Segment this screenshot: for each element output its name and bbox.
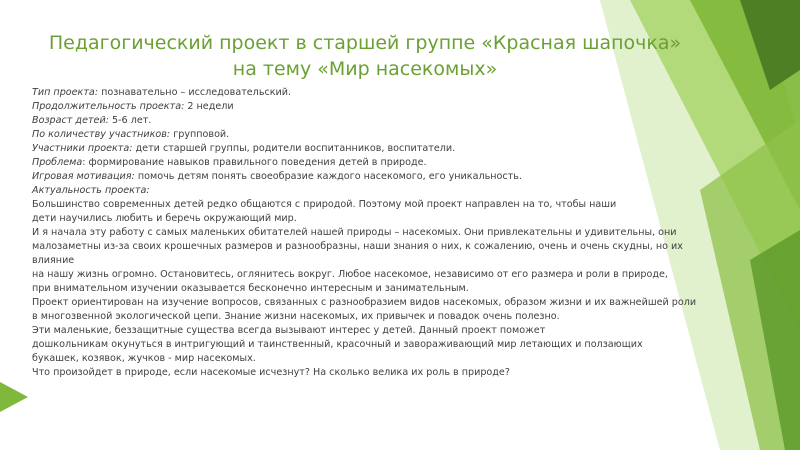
body-text-line: в многозвенной экологической цепи. Знание жизни насекомых, их привычек и повадок очень полезно. bbox=[32, 311, 560, 322]
body-text-line: дети научились любить и беречь окружающий мир. bbox=[32, 213, 297, 224]
info-value: групповой. bbox=[170, 129, 230, 140]
info-participant-count bbox=[32, 128, 752, 142]
title-line: Педагогический проект в старшей группе «Красная шапочка» bbox=[48, 32, 682, 54]
body-text-line: Эти маленькие, беззащитные существа всегда вызывают интерес у детей. Данный проект поможет bbox=[32, 325, 546, 336]
info-value: познавательно – исследовательский. bbox=[98, 87, 292, 98]
info-label: Игровая мотивация: bbox=[32, 171, 135, 182]
info-value: : формирование навыков правильного поведения детей в природе. bbox=[82, 157, 427, 168]
title-line: на тему «Мир насекомых» bbox=[232, 58, 498, 80]
body-text-line: Проект ориентирован на изучение вопросов, связанных с разнообразием видов насекомых, образом жизни и их важнейшей роли bbox=[32, 297, 697, 308]
body-text-line: Что произойдет в природе, если насекомые исчезнут? На сколько велика их роль в природе? bbox=[32, 367, 510, 378]
slide-title bbox=[20, 30, 710, 82]
body-text-line: влияние bbox=[32, 255, 75, 266]
info-label: Тип проекта: bbox=[32, 87, 99, 98]
info-duration bbox=[32, 100, 752, 114]
body-text-line: Большинство современных детей редко общаются с природой. Поэтому мой проект направлен на то, чтобы наши bbox=[32, 199, 617, 210]
body-text-line: при внимательном изучении оказывается бесконечно интересным и занимательным. bbox=[32, 283, 469, 294]
info-problem bbox=[32, 156, 752, 170]
info-relevance bbox=[32, 184, 752, 198]
info-label: Актуальность проекта: bbox=[32, 185, 150, 196]
body-text-line: букашек, козявок, жучков - мир насекомых. bbox=[32, 353, 256, 364]
info-label: Участники проекта: bbox=[32, 143, 133, 154]
body-text-line: малозаметны из-за своих крошечных размеров и разнообразны, наши знания о них, к сожалению, очень и очень скудны, но их bbox=[32, 241, 683, 252]
info-age bbox=[32, 114, 752, 128]
body-text-line: И я начала эту работу с самых маленьких обитателей нашей природы – насекомых. Они привлекательны и удивительны, они bbox=[32, 227, 677, 238]
body-text-line: дошкольникам окунуться в интригующий и таинственный, красочный и завораживающий мир летающих и ползающих bbox=[32, 339, 643, 350]
info-value: 5-6 лет. bbox=[108, 115, 152, 126]
info-value: 2 недели bbox=[184, 101, 234, 112]
slide-body bbox=[32, 86, 752, 380]
info-value: дети старшей группы, родители воспитанников, воспитатели. bbox=[132, 143, 456, 154]
info-label: Продолжительность проекта: bbox=[32, 101, 185, 112]
info-label: По количеству участников: bbox=[32, 129, 171, 140]
info-project-type bbox=[32, 86, 752, 100]
info-label: Возраст детей: bbox=[32, 115, 109, 126]
body-text-line: на нашу жизнь огромно. Остановитесь, оглянитесь вокруг. Любое насекомое, независимо от его размера и роли в природе, bbox=[32, 269, 668, 280]
info-participants bbox=[32, 142, 752, 156]
info-value: помочь детям понять своеобразие каждого насекомого, его уникальность. bbox=[134, 171, 522, 182]
info-label: Проблема bbox=[32, 157, 83, 168]
info-motivation bbox=[32, 170, 752, 184]
